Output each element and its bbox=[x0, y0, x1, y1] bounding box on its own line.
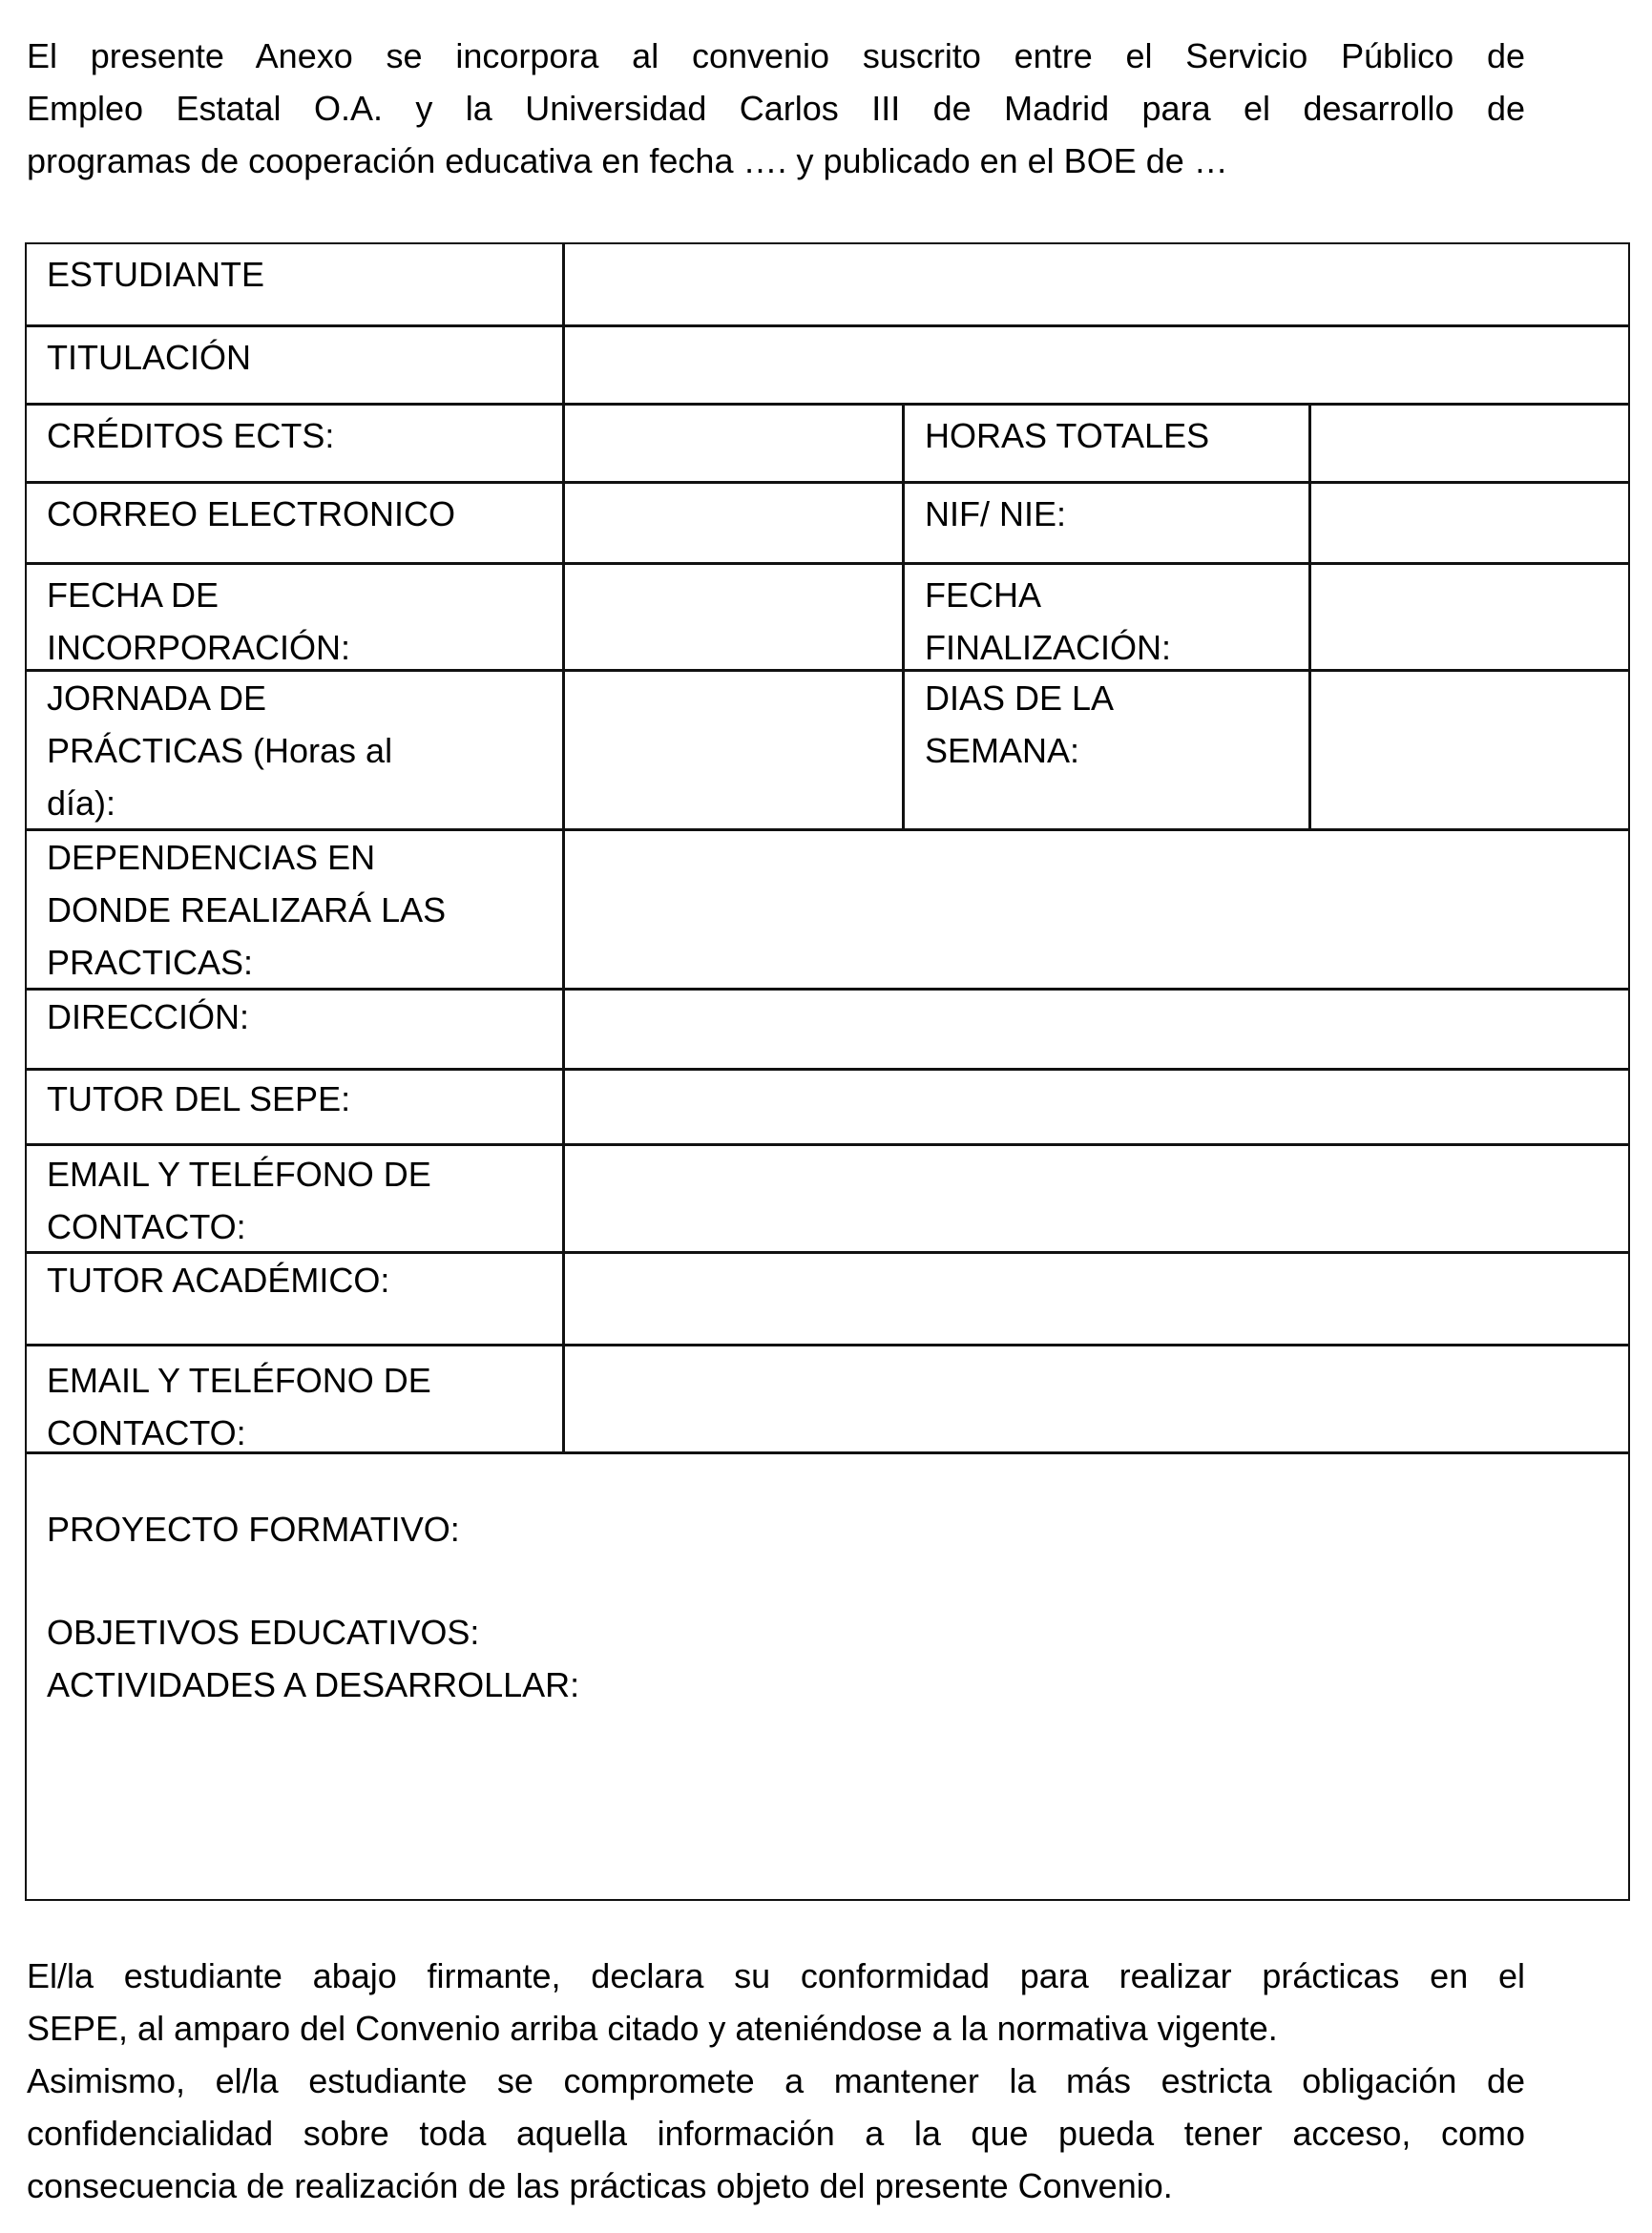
label-email-sepe: EMAIL Y TELÉFONO DE CONTACTO: bbox=[25, 1144, 564, 1253]
label-proyecto-formativo: PROYECTO FORMATIVO: bbox=[47, 1510, 460, 1549]
field-fecha-finalizacion[interactable] bbox=[1309, 563, 1630, 671]
label-titulacion: TITULACIÓN bbox=[25, 325, 564, 405]
intro-line: programas de cooperación educativa en fecha …. y publicado en el BOE de … bbox=[27, 141, 1228, 180]
field-jornada[interactable] bbox=[563, 670, 904, 830]
field-tutor-sepe[interactable] bbox=[563, 1069, 1630, 1145]
label-fecha-finalizacion: FECHA FINALIZACIÓN: bbox=[903, 563, 1310, 671]
field-horas-totales[interactable] bbox=[1309, 404, 1630, 483]
label-creditos: CRÉDITOS ECTS: bbox=[25, 404, 564, 483]
label-direccion: DIRECCIÓN: bbox=[25, 989, 564, 1070]
intro-line: Empleo Estatal O.A. y la Universidad Carlos III de Madrid para el desarrollo de bbox=[27, 89, 1525, 128]
field-titulacion[interactable] bbox=[563, 325, 1630, 405]
field-tutor-academico[interactable] bbox=[563, 1252, 1630, 1346]
label-objetivos-educativos: OBJETIVOS EDUCATIVOS: bbox=[47, 1613, 480, 1652]
label-jornada: JORNADA DE PRÁCTICAS (Horas al día): bbox=[25, 670, 564, 830]
label-email-academico: EMAIL Y TELÉFONO DE CONTACTO: bbox=[25, 1345, 564, 1453]
label-estudiante: ESTUDIANTE bbox=[25, 242, 564, 326]
label-fecha-incorporacion: FECHA DE INCORPORACIÓN: bbox=[25, 563, 564, 671]
field-email-sepe[interactable] bbox=[563, 1144, 1630, 1253]
field-creditos[interactable] bbox=[563, 404, 904, 483]
field-dias-semana[interactable] bbox=[1309, 670, 1630, 830]
proyecto-formativo-section[interactable] bbox=[25, 1452, 1630, 1901]
internship-form-table bbox=[26, 243, 1630, 1901]
label-actividades: ACTIVIDADES A DESARROLLAR: bbox=[47, 1665, 580, 1704]
label-nif: NIF/ NIE: bbox=[903, 482, 1310, 564]
field-estudiante[interactable] bbox=[563, 242, 1630, 326]
intro-line: El presente Anexo se incorpora al convenio suscrito entre el Servicio Público de bbox=[27, 36, 1525, 75]
label-correo: CORREO ELECTRONICO bbox=[25, 482, 564, 564]
field-dependencias[interactable] bbox=[563, 829, 1630, 990]
label-dias-semana: DIAS DE LA SEMANA: bbox=[903, 670, 1310, 830]
label-horas-totales: HORAS TOTALES bbox=[903, 404, 1310, 483]
label-tutor-academico: TUTOR ACADÉMICO: bbox=[25, 1252, 564, 1346]
field-fecha-incorporacion[interactable] bbox=[563, 563, 904, 671]
label-tutor-sepe: TUTOR DEL SEPE: bbox=[25, 1069, 564, 1145]
field-nif[interactable] bbox=[1309, 482, 1630, 564]
closing-line: SEPE, al amparo del Convenio arriba citado y ateniéndose a la normativa vigente. bbox=[27, 2009, 1278, 2048]
closing-paragraph bbox=[27, 1950, 1525, 2212]
label-dependencias: DEPENDENCIAS EN DONDE REALIZARÁ LAS PRACTICAS: bbox=[25, 829, 564, 990]
field-direccion[interactable] bbox=[563, 989, 1630, 1070]
intro-paragraph bbox=[27, 30, 1525, 187]
field-correo[interactable] bbox=[563, 482, 904, 564]
closing-line: El/la estudiante abajo firmante, declara su conformidad para realizar prácticas en el bbox=[27, 1956, 1525, 1995]
field-email-academico[interactable] bbox=[563, 1345, 1630, 1453]
closing-line: confidencialidad sobre toda aquella información a la que pueda tener acceso, como bbox=[27, 2114, 1525, 2153]
closing-line: Asimismo, el/la estudiante se compromete a mantener la más estricta obligación de bbox=[27, 2061, 1525, 2100]
closing-line: consecuencia de realización de las prácticas objeto del presente Convenio. bbox=[27, 2166, 1173, 2205]
